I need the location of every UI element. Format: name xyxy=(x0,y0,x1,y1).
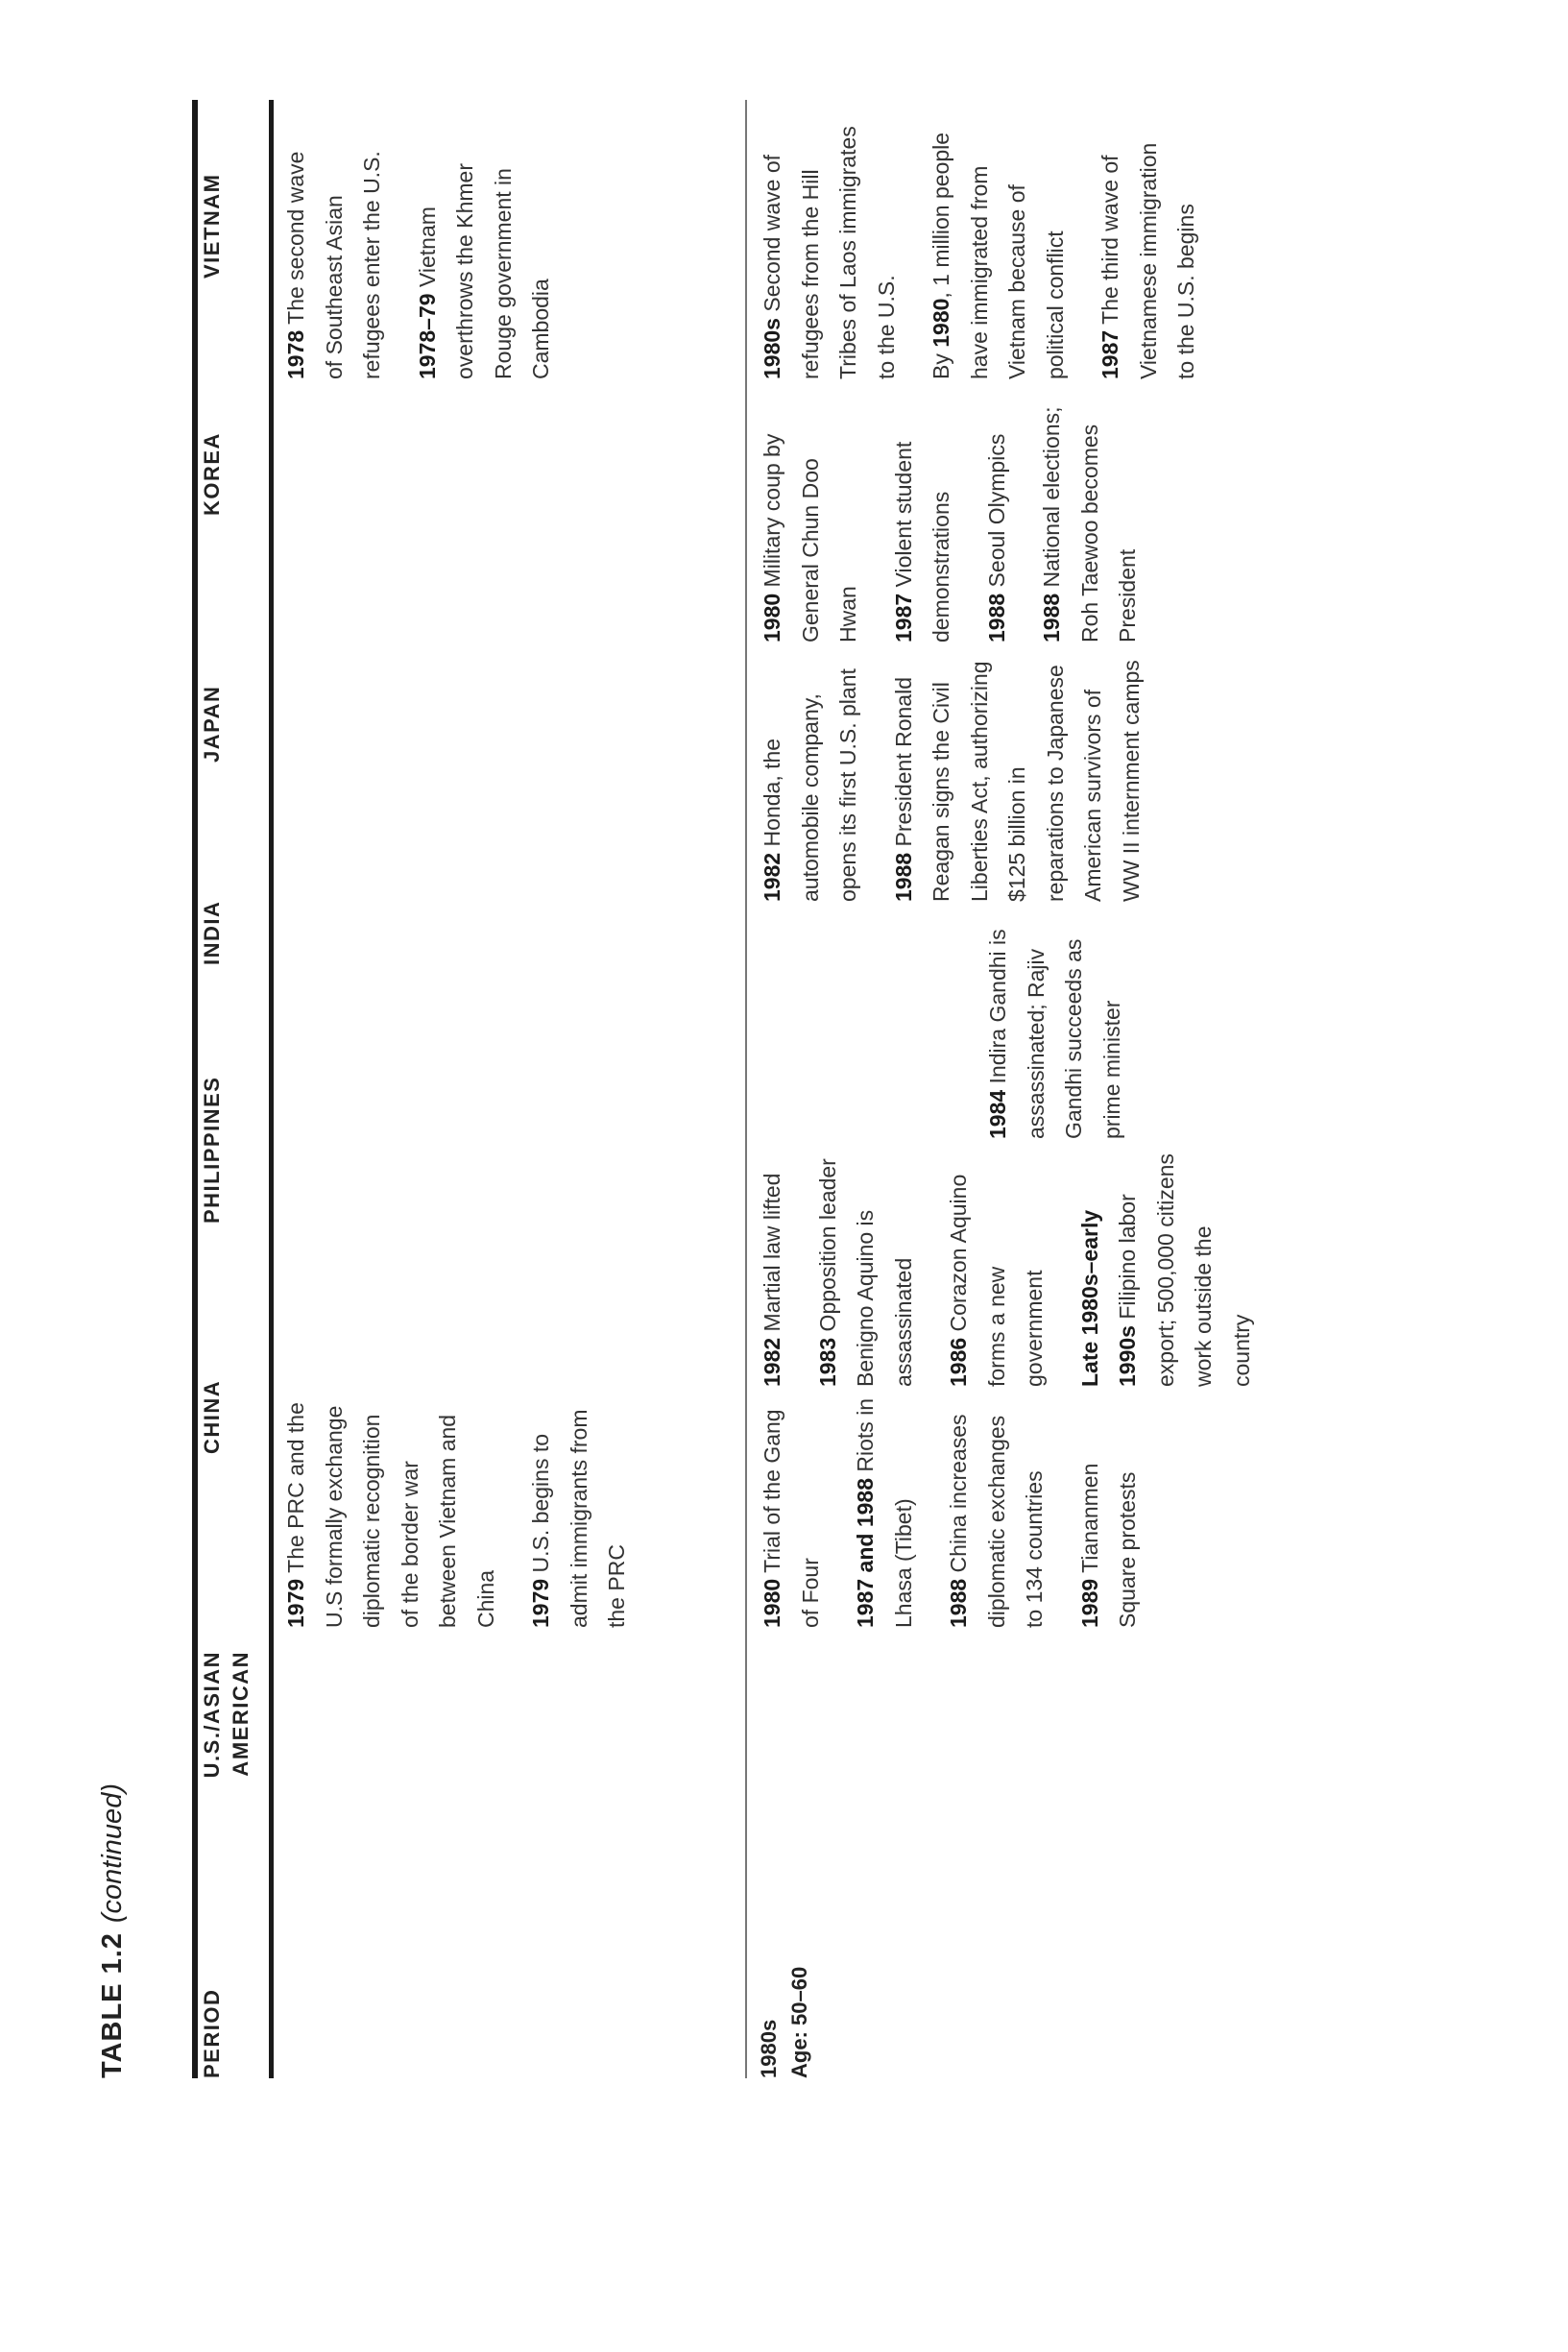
table-header-rule xyxy=(269,100,274,2078)
header-japan: JAPAN xyxy=(200,685,224,763)
row1-vietnam-cell xyxy=(277,139,578,379)
row2-korea-entry: 1987 Violent student demonstrations xyxy=(890,441,953,643)
row2-philippines-entry: 1983 Opposition leader Benigno Aquino is assassinated xyxy=(814,1158,916,1387)
row2-china-entry: 1987 and 1988 Riots in Lhasa (Tibet) xyxy=(853,1397,916,1628)
row2-philippines-entry: 1986 Corazon Aquino forms a new government xyxy=(946,1174,1047,1387)
row2-vietnam-entry: 1987 The third wave of Vietnamese immigration to the U.S. begins xyxy=(1098,142,1198,379)
row-separator xyxy=(745,100,747,2078)
row2-japan-entry: 1988 President Ronald Reagan signs the Civil Liberties Act, authorizing $125 billion in reparations to Japanese American survivors of WW II internment camps xyxy=(890,660,1144,902)
header-china: CHINA xyxy=(200,1379,224,1454)
row2-korea-cell xyxy=(754,398,1165,643)
row2-vietnam-entry: By 1980, 1 million people have immigrated from Vietnam because of political conflict xyxy=(929,132,1068,379)
row2-age-label: Age: 50–60 xyxy=(787,1966,811,2078)
header-us-asian-american: U.S./ASIAN AMERICAN xyxy=(200,1651,253,1779)
row2-vietnam-entry: 1980s Second wave of refugees from the Hill Tribes of Laos immigrates to the U.S. xyxy=(760,126,899,379)
row2-philippines-cell xyxy=(754,1152,1278,1387)
row2-china-cell xyxy=(754,1397,1165,1628)
row1-china-entry: 1979 The PRC and the U.S formally exchange diplomatic recognition of the border war between Vietnam and China xyxy=(283,1402,498,1628)
row1-vietnam-entry: 1978 The second wave of Southeast Asian refugees enter the U.S. xyxy=(283,151,384,379)
row1-vietnam-entry: 1978–79 Vietnam overthrows the Khmer Rouge government in Cambodia xyxy=(414,163,553,379)
row2-china-entry: 1988 China increases diplomatic exchanges to 134 countries xyxy=(946,1414,1047,1628)
row1-china-cell xyxy=(277,1397,654,1628)
row1-china-entry: 1979 U.S. begins to admit immigrants from the PRC xyxy=(528,1409,629,1628)
header-korea: KOREA xyxy=(200,432,224,516)
row2-korea-entry: 1988 National elections; Roh Taewoo becomes President xyxy=(1039,406,1140,643)
row2-korea-entry: 1980 Military coup by General Chun Doo Hwan xyxy=(760,433,860,643)
row2-india-entry: 1984 Indira Gandhi is assassinated; Rajiv Gandhi succeeds as prime minister xyxy=(985,929,1124,1139)
table-caption xyxy=(97,1783,129,2078)
row2-china-entry: 1989 Tiananmen Square protests xyxy=(1076,1463,1140,1628)
row2-vietnam-cell xyxy=(754,120,1223,379)
row2-philippines-entry: Late 1980s–early 1990s Filipino labor export; 500,000 citizens work outside the country xyxy=(1076,1153,1254,1387)
row2-china-entry: 1980 Trial of the Gang of Four xyxy=(760,1409,823,1628)
table-caption-label: TABLE 1.2 xyxy=(97,1932,128,2078)
row2-philippines-entry: 1982 Martial law lifted xyxy=(760,1173,784,1387)
row2-period xyxy=(754,1967,815,2078)
row2-india-cell xyxy=(979,909,1148,1139)
header-india: INDIA xyxy=(200,900,224,965)
header-philippines: PHILIPPINES xyxy=(200,1076,224,1224)
table-caption-note: (continued) xyxy=(97,1783,128,1924)
row2-japan-entry: 1982 Honda, the automobile company, opens its first U.S. plant xyxy=(760,668,860,902)
row2-period-label: 1980s xyxy=(757,2019,781,2078)
row2-korea-entry: 1988 Seoul Olympics xyxy=(983,433,1009,643)
row2-japan-cell xyxy=(754,657,1168,902)
header-period: PERIOD xyxy=(200,1988,224,2078)
header-vietnam: VIETNAM xyxy=(200,173,224,279)
